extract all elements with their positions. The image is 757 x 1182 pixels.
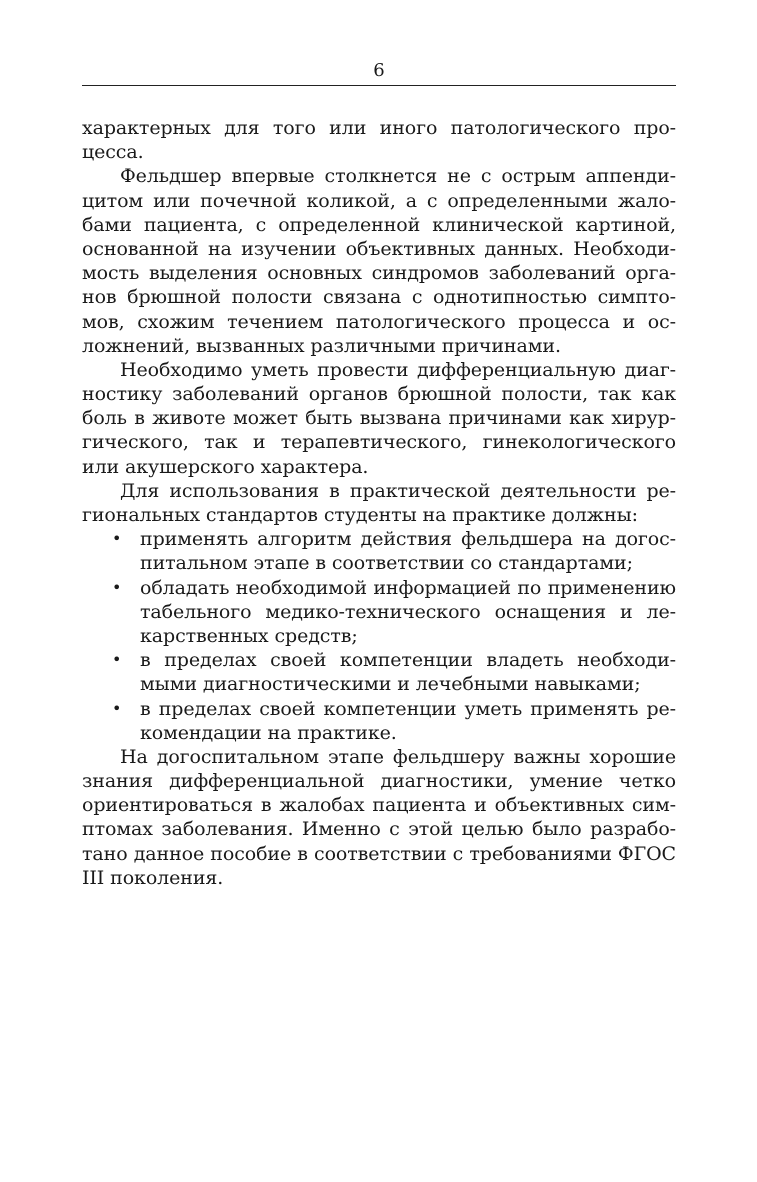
text-line: III поколения.: [82, 866, 224, 889]
bullet-icon: •: [112, 698, 122, 718]
text-line: знания дифференциальной диагностики, умение четко: [82, 770, 676, 793]
list-item: [82, 697, 676, 721]
text-line: На догоспитальном этапе фельдшеру важны хорошие: [120, 745, 676, 768]
text-line: комендации на практике.: [140, 721, 397, 744]
body-text: [82, 116, 676, 890]
text-line: нов брюшной полости связана с однотипностью симпто-: [82, 286, 676, 309]
text-line: Для использования в практической деятельности ре-: [120, 479, 676, 502]
list-item: [82, 576, 676, 600]
text-line: птомах заболевания. Именно с этой целью было разрабо-: [82, 818, 676, 841]
list-item-text: в пределах своей компетенции уметь применять ре-: [140, 697, 676, 720]
text-line: гиональных стандартов студенты на практике должны:: [82, 504, 638, 526]
text-line: тано данное пособие в соответствии с требованиями ФГОС: [82, 842, 676, 865]
list-item-text: применять алгоритм действия фельдшера на догос-: [140, 528, 676, 551]
text-line: мыми диагностическими и лечебными навыками;: [140, 673, 641, 696]
text-line: ностику заболеваний органов брюшной полости, так как: [82, 383, 676, 406]
bullet-icon: •: [112, 529, 122, 549]
text-line: боль в животе может быть вызвана причинами как хирур-: [82, 407, 676, 430]
bullet-icon: •: [112, 650, 122, 670]
text-line: мость выделения основных синдромов заболеваний орга-: [82, 262, 676, 285]
text-line: мов, схожим течением патологического процесса и ос-: [82, 310, 676, 333]
text-line: гического, так и терапевтического, гинекологического: [82, 431, 676, 454]
header-rule: [82, 85, 676, 86]
text-line: карственных средств;: [140, 624, 358, 647]
text-line: или акушерского характера.: [82, 455, 369, 478]
text-line: основанной на изучении объективных данных. Необходи-: [82, 237, 676, 260]
text-line: Необходимо уметь провести дифференциальную диаг-: [120, 358, 676, 381]
text-line: ложнений, вызванных различными причинами.: [82, 334, 561, 357]
text-line: бами пациента, с определенной клинической картиной,: [82, 213, 676, 236]
list-item: [82, 648, 676, 672]
list-item-text: в пределах своей компетенции владеть необходи-: [140, 649, 676, 672]
list-item-text: обладать необходимой информацией по применению: [140, 576, 676, 599]
text-line: Фельдшер впервые столкнется не с острым аппенди-: [120, 165, 676, 188]
text-line: характерных для того или иного патологического про-: [82, 117, 676, 139]
text-line: ориентироваться в жалобах пациента и объективных сим-: [82, 794, 676, 817]
text-line: цитом или почечной коликой, а с определенными жало-: [82, 189, 676, 212]
list-item: [82, 527, 676, 551]
page-number: 6: [373, 60, 385, 81]
bullet-icon: •: [112, 577, 122, 597]
text-line: питальном этапе в соответствии со стандартами;: [140, 552, 633, 575]
text-line: табельного медико-технического оснащения и ле-: [140, 600, 676, 623]
text-line: цесса.: [82, 141, 144, 164]
